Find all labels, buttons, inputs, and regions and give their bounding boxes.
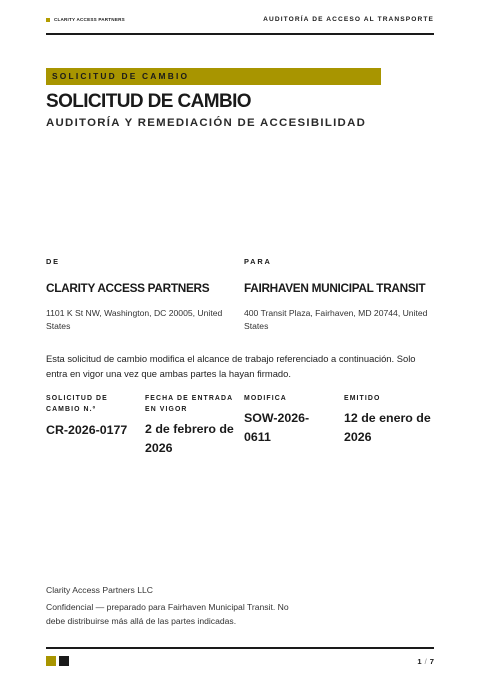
meta-label-effective: FECHA DE ENTRADA EN VIGOR	[145, 395, 233, 413]
meta-value-effective: 2 de febrero de 2026	[145, 422, 234, 455]
meta-label-modifies: MODIFICA	[244, 395, 287, 402]
to-name: FAIRHAVEN MUNICIPAL TRANSIT	[244, 281, 426, 295]
footer-confidential: Confidencial — preparado para Fairhaven Municipal Transit. No debe distribuirse más allá de las partes indicadas.	[46, 602, 289, 626]
footer-divider	[46, 647, 434, 649]
page-separator: /	[424, 657, 427, 666]
from-address: 1101 K St NW, Washington, DC 20005, United States	[46, 308, 223, 331]
header-logo	[46, 17, 125, 22]
page-total: 7	[429, 657, 434, 666]
footer-company: Clarity Access Partners LLC	[46, 585, 153, 595]
page-number	[417, 657, 434, 667]
kicker-bar	[46, 68, 381, 85]
header-document-label: AUDITORÍA DE ACCESO AL TRANSPORTE	[263, 16, 434, 23]
meta-value-cr-number: CR-2026-0177	[46, 423, 128, 437]
header-divider	[46, 33, 434, 35]
kicker-text: SOLICITUD DE CAMBIO	[52, 71, 190, 81]
from-name: CLARITY ACCESS PARTNERS	[46, 281, 210, 295]
meta-value-modifies: SOW-2026-0611	[244, 411, 310, 444]
to-label: PARA	[244, 257, 272, 266]
to-address: 400 Transit Plaza, Fairhaven, MD 20744, United States	[244, 308, 428, 331]
page-current: 1	[417, 657, 422, 666]
logo-mark-icon	[46, 18, 50, 22]
page-subtitle: AUDITORÍA Y REMEDIACIÓN DE ACCESIBILIDAD	[46, 117, 367, 129]
page-title: SOLICITUD DE CAMBIO	[46, 91, 251, 112]
footer-accent-square-icon	[46, 656, 56, 666]
meta-label-cr-number: SOLICITUD DE CAMBIO N.º	[46, 395, 108, 413]
footer-dark-square-icon	[59, 656, 69, 666]
from-label: DE	[46, 257, 60, 266]
meta-label-issued: EMITIDO	[344, 395, 381, 402]
header-brand: CLARITY ACCESS PARTNERS	[54, 17, 125, 22]
meta-value-issued: 12 de enero de 2026	[344, 411, 431, 444]
intro-paragraph: Esta solicitud de cambio modifica el alcance de trabajo referenciado a continuación. Solo entra en vigor una vez que ambas partes la hayan firmado.	[46, 353, 416, 379]
